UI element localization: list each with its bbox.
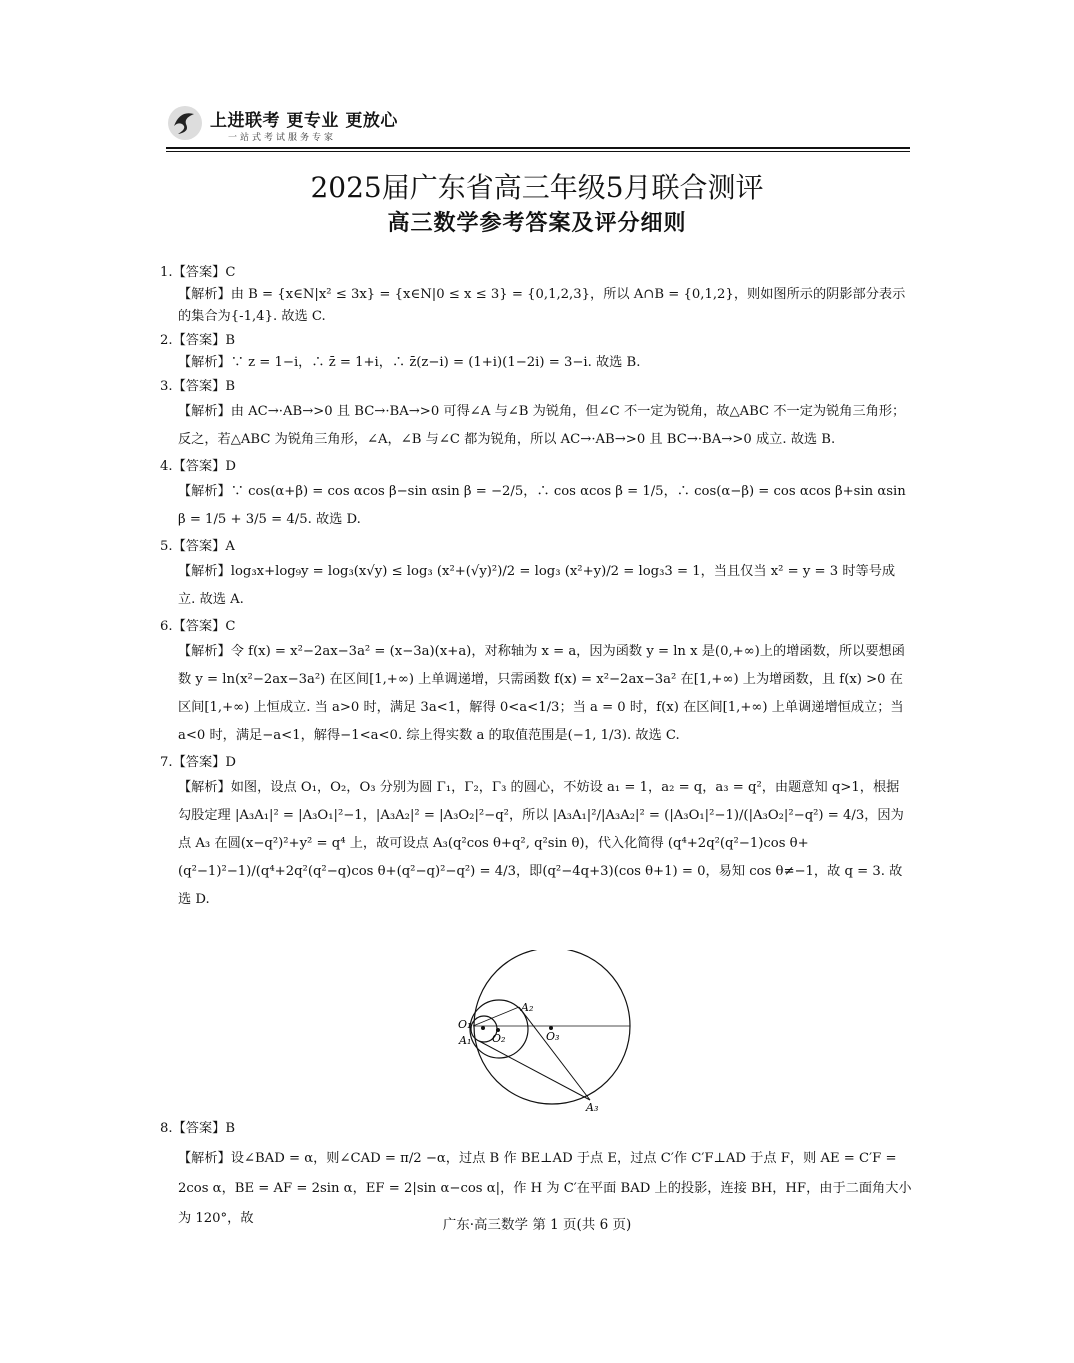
question-5 bbox=[160, 536, 912, 614]
question-1 bbox=[160, 262, 912, 328]
answer-list bbox=[160, 262, 912, 916]
tangent-a3a1 bbox=[479, 1041, 590, 1100]
label-a2: A₂ bbox=[521, 1001, 534, 1014]
logo-icon bbox=[166, 104, 204, 142]
header bbox=[166, 100, 911, 152]
label-o1: O₁ bbox=[458, 1018, 472, 1031]
answer-label: 7.【答案】D bbox=[160, 755, 236, 770]
answer-label: 6.【答案】C bbox=[160, 619, 236, 634]
header-rule-thin bbox=[166, 151, 910, 152]
page-footer: 广东·高三数学 第 1 页(共 6 页) bbox=[442, 1217, 632, 1233]
explanation: 【解析】由 B = {x∈N|x² ≤ 3x} = {x∈N|0 ≤ x ≤ 3} = {0,1,2,3}，所以 A∩B = {0,1,2}，则如图所示的阴影部分表示的集合为{-1,4}. 故选 C. bbox=[178, 287, 906, 324]
brand-slogan: 上进联考 更专业 更放心 bbox=[210, 111, 398, 131]
explanation: 【解析】如图，设点 O₁，O₂，O₃ 分别为圆 Γ₁，Γ₂，Γ₃ 的圆心，不妨设 a₁ = 1，a₂ = q，a₃ = q²，由题意知 q>1，根据勾股定理 |A₃A₁|² = |A₃O₁|²−1，|A₃A₂|² = |A₃O₂|²−q²，所以 |A₃A₁|²/|A₃A₂|² = (|A₃O₁|²−1)/(|A₃O₂|²−q²) = 4/3，因为点 A₃ 在圆(x−q²)²+y² = q⁴ 上，故可设点 A₃(q²cos θ+q², q²sin θ)，代入化简得 (q⁴+2q²(q²−1)cos θ+(q²−1)²−1)/(q⁴+2q²(q²−q)cos θ+(q²−q)²−q²) = 4/3，即(q²−4q+3)(cos θ+1) = 0，易知 cos θ≠−1，故 q = 3. 故选 D. bbox=[178, 780, 904, 907]
answer-label: 4.【答案】D bbox=[160, 459, 236, 474]
answer-label: 2.【答案】B bbox=[160, 333, 236, 348]
question-6 bbox=[160, 616, 912, 750]
page-subtitle: 高三数学参考答案及评分细则 bbox=[387, 211, 687, 236]
answer-label: 8.【答案】B bbox=[160, 1121, 236, 1136]
question-4 bbox=[160, 456, 912, 534]
circles-figure bbox=[455, 950, 635, 1115]
brand-tagline: 一站式考试服务专家 bbox=[228, 133, 337, 143]
tangent-a3a2 bbox=[519, 1007, 590, 1100]
question-3 bbox=[160, 376, 912, 454]
header-rule bbox=[166, 147, 910, 149]
explanation: 【解析】令 f(x) = x²−2ax−3a² = (x−3a)(x+a)，对称轴为 x = a，因为函数 y = ln x 是(0,+∞)上的增函数，所以要想函数 y = ln(x²−2ax−3a²) 在区间[1,+∞) 上单调递增，只需函数 f(x) = x²−2ax−3a² 在[1,+∞) 上为增函数，且 f(x) >0 在区间[1,+∞) 上恒成立. 当 a>0 时，满足 3a<1，解得 0<a<1/3；当 a = 0 时，f(x) 在区间[1,+∞) 上单调递增恒成立；当 a<0 时，满足−a<1，解得−1<a<0. 综上得实数 a 的取值范围是(−1, 1/3). 故选 C. bbox=[178, 644, 905, 743]
label-o3: O₃ bbox=[546, 1030, 560, 1043]
explanation: 【解析】log₃x+log₉y = log₃(x√y) ≤ log₃ (x²+(√y)²)/2 = log₃ (x²+y)/2 = log₃3 = 1，当且仅当 x² = y = 3 时等号成立. 故选 A. bbox=[178, 564, 896, 607]
explanation: 【解析】设∠BAD = α，则∠CAD = π/2 −α，过点 B 作 BE⊥AD 于点 E，过点 C′作 C′F⊥AD 于点 F，则 AE = C′F = 2cos α，BE = AF = 2sin α，EF = 2|sin α−cos α|，作 H 为 C′在平面 BAD 上的投影，连接 BH，HF，由于二面角大小为 120°，故 bbox=[178, 1151, 912, 1226]
question-2 bbox=[160, 330, 912, 374]
explanation: 【解析】∵ z = 1−i，∴ z̄ = 1+i，∴ z̄(z−i) = (1+i)(1−2i) = 3−i. 故选 B. bbox=[178, 355, 641, 370]
answer-label: 5.【答案】A bbox=[160, 539, 235, 554]
label-a3: A₃ bbox=[586, 1101, 599, 1114]
question-7 bbox=[160, 752, 912, 914]
answer-label: 1.【答案】C bbox=[160, 265, 236, 280]
explanation: 【解析】由 AC→·AB→>0 且 BC→·BA→>0 可得∠A 与∠B 为锐角，但∠C 不一定为锐角，故△ABC 不一定为锐角三角形；反之，若△ABC 为锐角三角形，∠A，∠B 与∠C 都为锐角，所以 AC→·AB→>0 且 BC→·BA→>0 成立. 故选 B. bbox=[178, 404, 906, 447]
label-o2: O₂ bbox=[492, 1032, 506, 1045]
answer-label: 3.【答案】B bbox=[160, 379, 236, 394]
page-title: 2025届广东省高三年级5月联合测评 bbox=[310, 171, 764, 204]
point-o1 bbox=[481, 1026, 485, 1030]
explanation: 【解析】∵ cos(α+β) = cos αcos β−sin αsin β = −2/5，∴ cos αcos β = 1/5，∴ cos(α−β) = cos αcos β+sin αsin β = 1/5 + 3/5 = 4/5. 故选 D. bbox=[178, 484, 906, 527]
label-a1: A₁ bbox=[459, 1034, 472, 1047]
